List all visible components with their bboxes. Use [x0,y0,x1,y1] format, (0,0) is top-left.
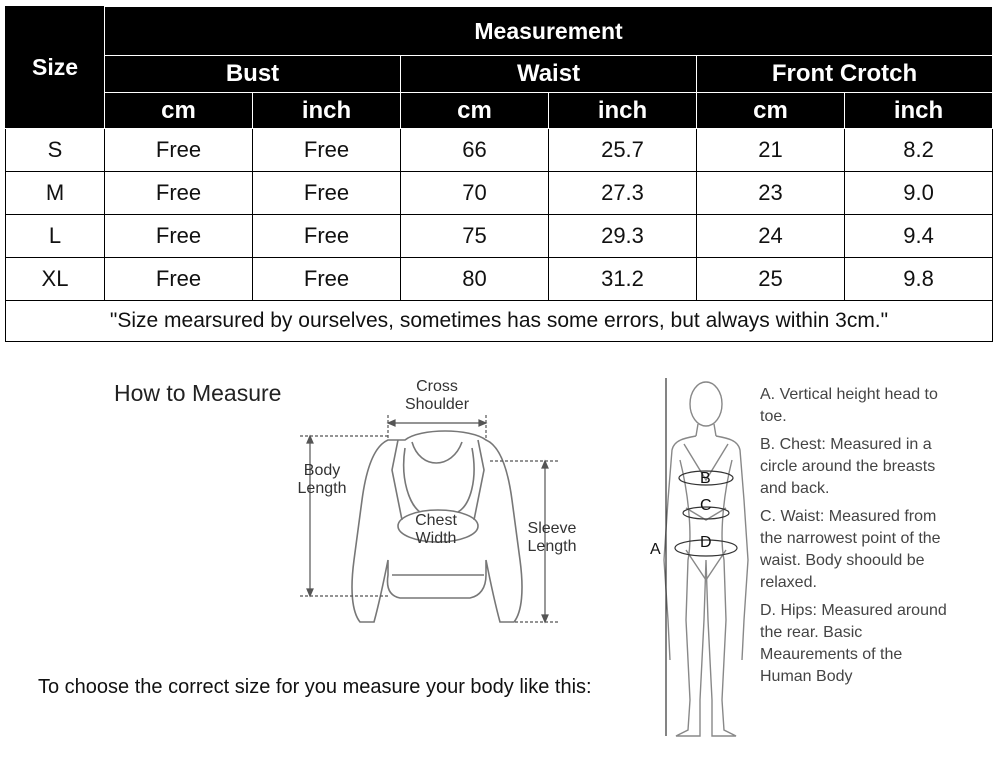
table-cell: 29.3 [549,215,697,258]
table-cell: Free [253,172,401,215]
unit-header: inch [845,93,993,129]
size-cell: S [6,129,105,172]
unit-header: cm [105,93,253,129]
table-cell: 9.0 [845,172,993,215]
table-cell: Free [253,258,401,301]
unit-header: cm [697,93,845,129]
point-a-label: A [650,541,661,558]
unit-header: inch [549,93,697,129]
human-figure [664,382,748,736]
cross-shoulder-label: Cross Shoulder [404,378,470,413]
point-c-label: C [700,497,712,514]
table-cell: 70 [401,172,549,215]
bust-header: Bust [105,56,401,93]
sleeve-length-label: Sleeve Length [527,520,577,555]
point-d-label: D [700,534,712,551]
size-header: Size [6,7,105,129]
how-to-measure-title: How to Measure [114,380,282,406]
table-cell: 23 [697,172,845,215]
table-cell: 80 [401,258,549,301]
step-b: B. Chest: Measured in a circle around the breasts and back. [760,436,936,497]
step-a: A. Vertical height head to toe. [760,386,938,425]
table-cell: 9.8 [845,258,993,301]
table-cell: 8.2 [845,129,993,172]
measure-steps [760,384,995,694]
measurement-header: Measurement [105,7,993,56]
table-cell: 31.2 [549,258,697,301]
front-crotch-header: Front Crotch [697,56,993,93]
table-cell: 75 [401,215,549,258]
step-d: D. Hips: Measured around the rear. Basic Meaurements of the Human Body [760,602,947,685]
table-cell: 21 [697,129,845,172]
size-cell: M [6,172,105,215]
instruction-text: To choose the correct size for you measure your body like this: [38,676,592,698]
unit-header: inch [253,93,401,129]
table-cell: 9.4 [845,215,993,258]
waist-header: Waist [401,56,697,93]
step-c: C. Waist: Measured from the narrowest point of the waist. Body shoould be relaxed. [760,508,941,591]
table-cell: 25.7 [549,129,697,172]
table-cell: Free [253,129,401,172]
table-cell: 27.3 [549,172,697,215]
table-cell: Free [105,129,253,172]
table-cell: Free [105,258,253,301]
table-cell: 24 [697,215,845,258]
table-cell: 25 [697,258,845,301]
measurement-note: "Size mearsured by ourselves, sometimes has some errors, but always within 3cm." [6,301,993,342]
size-cell: XL [6,258,105,301]
table-cell: Free [105,172,253,215]
size-cell: L [6,215,105,258]
body-length-label: Body Length [297,462,347,497]
table-cell: Free [253,215,401,258]
chest-width-label: Chest Width [415,512,457,547]
point-b-label: B [700,470,711,487]
unit-header: cm [401,93,549,129]
table-cell: Free [105,215,253,258]
table-cell: 66 [401,129,549,172]
